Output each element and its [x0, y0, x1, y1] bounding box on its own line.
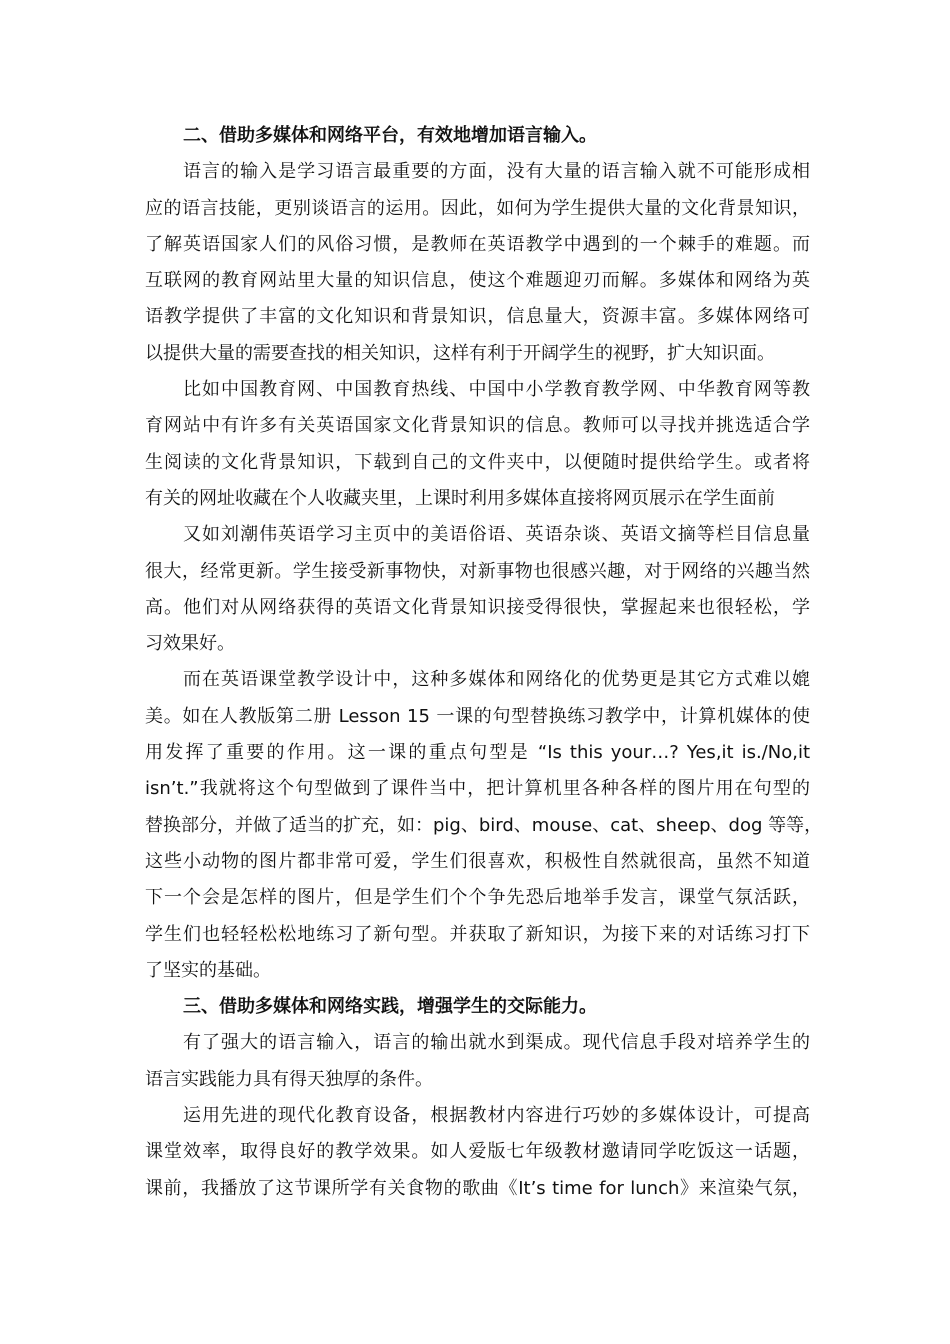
paragraph-line: 比如中国教育网、中国教育热线、中国中小学教育教学网、中华教育网等教 [183, 379, 810, 401]
paragraph-line: 语言的输入是学习语言最重要的方面，没有大量的语言输入就不可能形成相 [183, 161, 810, 183]
paragraph-line: 学生们也轻轻松松地练习了新句型。并获取了新知识，为接下来的对话练习打下 [145, 923, 810, 945]
paragraph-line: 而在英语课堂教学设计中，这种多媒体和网络化的优势更是其它方式难以媲 [183, 669, 810, 691]
paragraph-line: isn’t.”我就将这个句型做到了课件当中，把计算机里各种各样的图片用在句型的 [145, 778, 810, 800]
paragraph-line: 语教学提供了丰富的文化知识和背景知识，信息量大，资源丰富。多媒体网络可 [145, 306, 810, 328]
paragraph-line: 课堂效率，取得良好的教学效果。如人爱版七年级教材邀请同学吃饭这一话题， [145, 1141, 810, 1163]
paragraph [145, 662, 823, 989]
paragraph-line: 很大，经常更新。学生接受新事物快，对新事物也很感兴趣，对于网络的兴趣当然 [145, 560, 810, 582]
paragraph [145, 517, 810, 662]
paragraph-line: 了坚实的基础。 [145, 959, 271, 981]
paragraph-line: 生阅读的文化背景知识，下载到自己的文件夹中，以便随时提供给学生。或者将 [145, 451, 810, 473]
paragraph-line: 互联网的教育网站里大量的知识信息，使这个难题迎刃而解。多媒体和网络为英 [145, 270, 810, 292]
paragraph-line: 下一个会是怎样的图片，但是学生们个个争先恐后地举手发言，课堂气氛活跃， [145, 887, 810, 909]
paragraph-line: 课前，我播放了这节课所学有关食物的歌曲《It’s time for lunch》来渲染气氛， [145, 1177, 810, 1199]
paragraph-line: 用发挥了重要的作用。这一课的重点句型是 “Is this your…? Yes,it is./No,it [145, 742, 810, 764]
paragraph-line: 有关的网址收藏在个人收藏夹里，上课时利用多媒体直接将网页展示在学生面前 [145, 487, 775, 509]
paragraph-line: 应的语言技能，更别谈语言的运用。因此，如何为学生提供大量的文化背景知识， [145, 197, 810, 219]
paragraph-line: 育网站中有许多有关英语国家文化背景知识的信息。教师可以寻找并挑选适合学 [145, 415, 810, 437]
paragraph [145, 1098, 810, 1207]
paragraph-line: 以提供大量的需要查找的相关知识，这样有利于开阔学生的视野，扩大知识面。 [145, 342, 775, 364]
section-heading [145, 118, 810, 154]
paragraph [145, 1025, 810, 1098]
paragraph-line: 了解英语国家人们的风俗习惯，是教师在英语教学中遇到的一个棘手的难题。而 [145, 233, 810, 255]
paragraph [145, 372, 810, 517]
paragraph-line: 运用先进的现代化教育设备，根据教材内容进行巧妙的多媒体设计，可提高 [183, 1105, 810, 1127]
paragraph-line: 高。他们对从网络获得的英语文化背景知识接受得很快，掌握起来也很轻松，学 [145, 596, 810, 618]
paragraph-line: 又如刘潮伟英语学习主页中的美语俗语、英语杂谈、英语文摘等栏目信息量 [183, 524, 810, 546]
heading-text: 三、借助多媒体和网络实践，增强学生的交际能力。 [183, 996, 597, 1018]
heading-text: 二、借助多媒体和网络平台，有效地增加语言输入。 [183, 125, 597, 146]
section-heading [145, 989, 810, 1025]
paragraph-line: 替换部分，并做了适当的扩充，如：pig、bird、mouse、cat、sheep、dog 等等， [145, 814, 823, 836]
paragraph-line: 美。如在人教版第二册 Lesson 15 一课的句型替换练习教学中，计算机媒体的使 [145, 705, 810, 727]
paragraph-line: 有了强大的语言输入，语言的输出就水到渠成。现代信息手段对培养学生的 [183, 1032, 810, 1054]
paragraph-line: 习效果好。 [145, 633, 235, 655]
paragraph [145, 154, 810, 372]
paragraph-line: 这些小动物的图片都非常可爱，学生们很喜欢，积极性自然就很高，虽然不知道 [145, 850, 810, 872]
paragraph-line: 语言实践能力具有得天独厚的条件。 [145, 1068, 433, 1090]
document-body [145, 118, 823, 1207]
